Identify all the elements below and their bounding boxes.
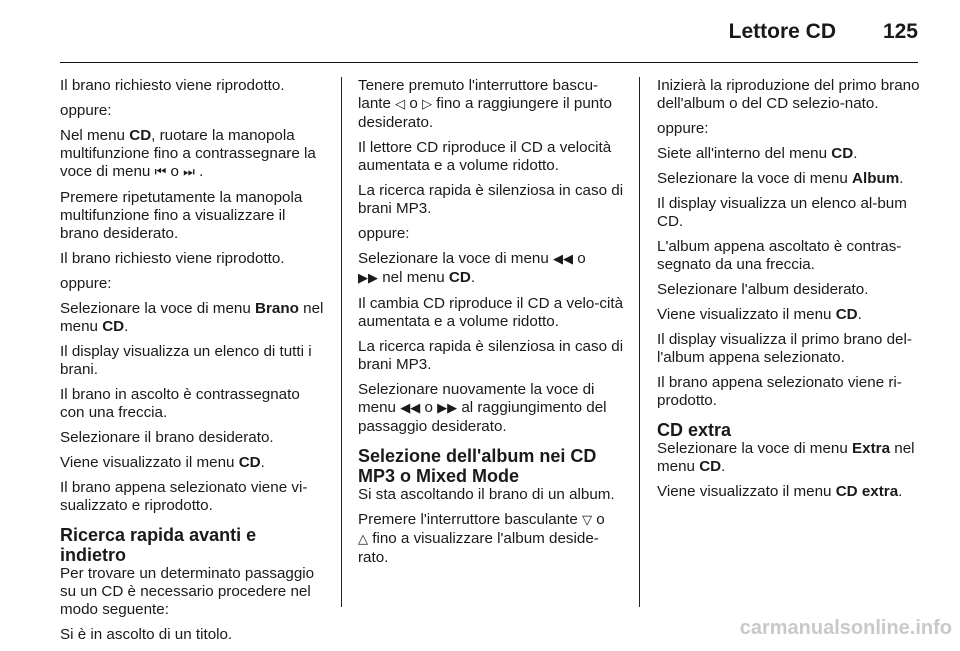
page-header bbox=[0, 0, 960, 64]
rocker-right-icon: ▷ bbox=[422, 97, 433, 112]
column-divider bbox=[639, 77, 640, 607]
paragraph: oppure: bbox=[60, 102, 112, 119]
paragraph: Si è in ascolto di un titolo. bbox=[60, 626, 233, 643]
paragraph: Il brano richiesto viene riprodotto. bbox=[60, 250, 285, 267]
column-3 bbox=[657, 77, 923, 508]
paragraph: Il brano appena selezionato viene vi-sualizzato e riprodotto. bbox=[60, 479, 308, 514]
paragraph: oppure: bbox=[60, 275, 112, 292]
paragraph: Viene visualizzato il menu CD. bbox=[60, 454, 265, 471]
paragraph: Selezionare nuovamente la voce di menu ◀◀ o ▶▶ al raggiungimento del passaggio desiderato. bbox=[358, 381, 607, 435]
page-number: 125 bbox=[882, 20, 918, 43]
column-divider bbox=[341, 77, 342, 607]
paragraph: Viene visualizzato il menu CD. bbox=[657, 306, 862, 323]
paragraph: Il display visualizza un elenco al-bum CD. bbox=[657, 195, 907, 230]
paragraph: Viene visualizzato il menu CD extra. bbox=[657, 483, 903, 500]
rocker-down-icon: ▽ bbox=[582, 513, 593, 528]
fast-forward-icon: ▶▶ bbox=[437, 401, 458, 416]
prev-track-icon: ⏮ bbox=[154, 165, 167, 180]
section-heading: Ricerca rapida avanti e indietro bbox=[60, 525, 257, 565]
rocker-up-icon: △ bbox=[358, 532, 368, 547]
rewind-icon: ◀◀ bbox=[553, 252, 574, 267]
paragraph: Il brano richiesto viene riprodotto. bbox=[60, 77, 285, 94]
paragraph: Il display visualizza un elenco di tutti i brani. bbox=[60, 343, 312, 378]
paragraph: Il display visualizza il primo brano del-l'album appena selezionato. bbox=[657, 331, 912, 366]
paragraph: Il brano appena selezionato viene ri-prodotto. bbox=[657, 374, 902, 409]
paragraph: Il cambia CD riproduce il CD a velo-cità aumentata e a volume ridotto. bbox=[358, 295, 624, 330]
rocker-left-icon: ◁ bbox=[395, 97, 406, 112]
paragraph: oppure: bbox=[358, 225, 410, 242]
section-heading: CD extra bbox=[657, 420, 732, 440]
paragraph: Tenere premuto l'interruttore bascu-lante ◁ o ▷ fino a raggiungere il punto desiderato. bbox=[358, 77, 612, 131]
paragraph: Premere ripetutamente la manopola multifunzione fino a visualizzare il brano desiderato. bbox=[60, 189, 303, 242]
paragraph: Si sta ascoltando il brano di un album. bbox=[358, 486, 615, 503]
paragraph: Il brano in ascolto è contrassegnato con una freccia. bbox=[60, 386, 300, 421]
page-title: Lettore CD bbox=[728, 20, 836, 43]
paragraph: oppure: bbox=[657, 120, 709, 137]
paragraph: La ricerca rapida è silenziosa in caso di brani MP3. bbox=[358, 338, 624, 373]
next-track-icon: ⏭ bbox=[183, 165, 195, 180]
paragraph: Nel menu CD, ruotare la manopola multifunzione fino a contrassegnare la voce di menu ⏮ o ⏭ . bbox=[60, 127, 316, 180]
paragraph: Selezionare la voce di menu Album. bbox=[657, 170, 904, 187]
paragraph: Selezionare il brano desiderato. bbox=[60, 429, 274, 446]
paragraph: Premere l'interruttore basculante ▽ o △ fino a visualizzare l'album deside-rato. bbox=[358, 511, 605, 566]
paragraph: Selezionare l'album desiderato. bbox=[657, 281, 869, 298]
column-1 bbox=[60, 77, 326, 651]
paragraph: Selezionare la voce di menu Brano nel menu CD. bbox=[60, 300, 324, 335]
paragraph: La ricerca rapida è silenziosa in caso di brani MP3. bbox=[358, 182, 624, 217]
watermark: carmanualsonline.info bbox=[739, 617, 952, 639]
paragraph: L'album appena ascoltato è contras-segnato da una freccia. bbox=[657, 238, 902, 273]
header-rule bbox=[60, 62, 918, 63]
column-2 bbox=[358, 77, 624, 574]
paragraph: Per trovare un determinato passaggio su un CD è necessario procedere nel modo seguente: bbox=[60, 565, 315, 618]
paragraph: Selezionare la voce di menu ◀◀ o ▶▶ nel menu CD. bbox=[358, 250, 586, 286]
paragraph: Siete all'interno del menu CD. bbox=[657, 145, 858, 162]
fast-forward-icon: ▶▶ bbox=[358, 271, 378, 286]
section-heading: Selezione dell'album nei CD MP3 o Mixed Mode bbox=[358, 446, 597, 486]
rewind-icon: ◀◀ bbox=[400, 401, 421, 416]
paragraph: Il lettore CD riproduce il CD a velocità aumentata e a volume ridotto. bbox=[358, 139, 612, 174]
paragraph: Selezionare la voce di menu Extra nel menu CD. bbox=[657, 440, 915, 475]
paragraph: Inizierà la riproduzione del primo brano dell'album o del CD selezio-nato. bbox=[657, 77, 920, 112]
